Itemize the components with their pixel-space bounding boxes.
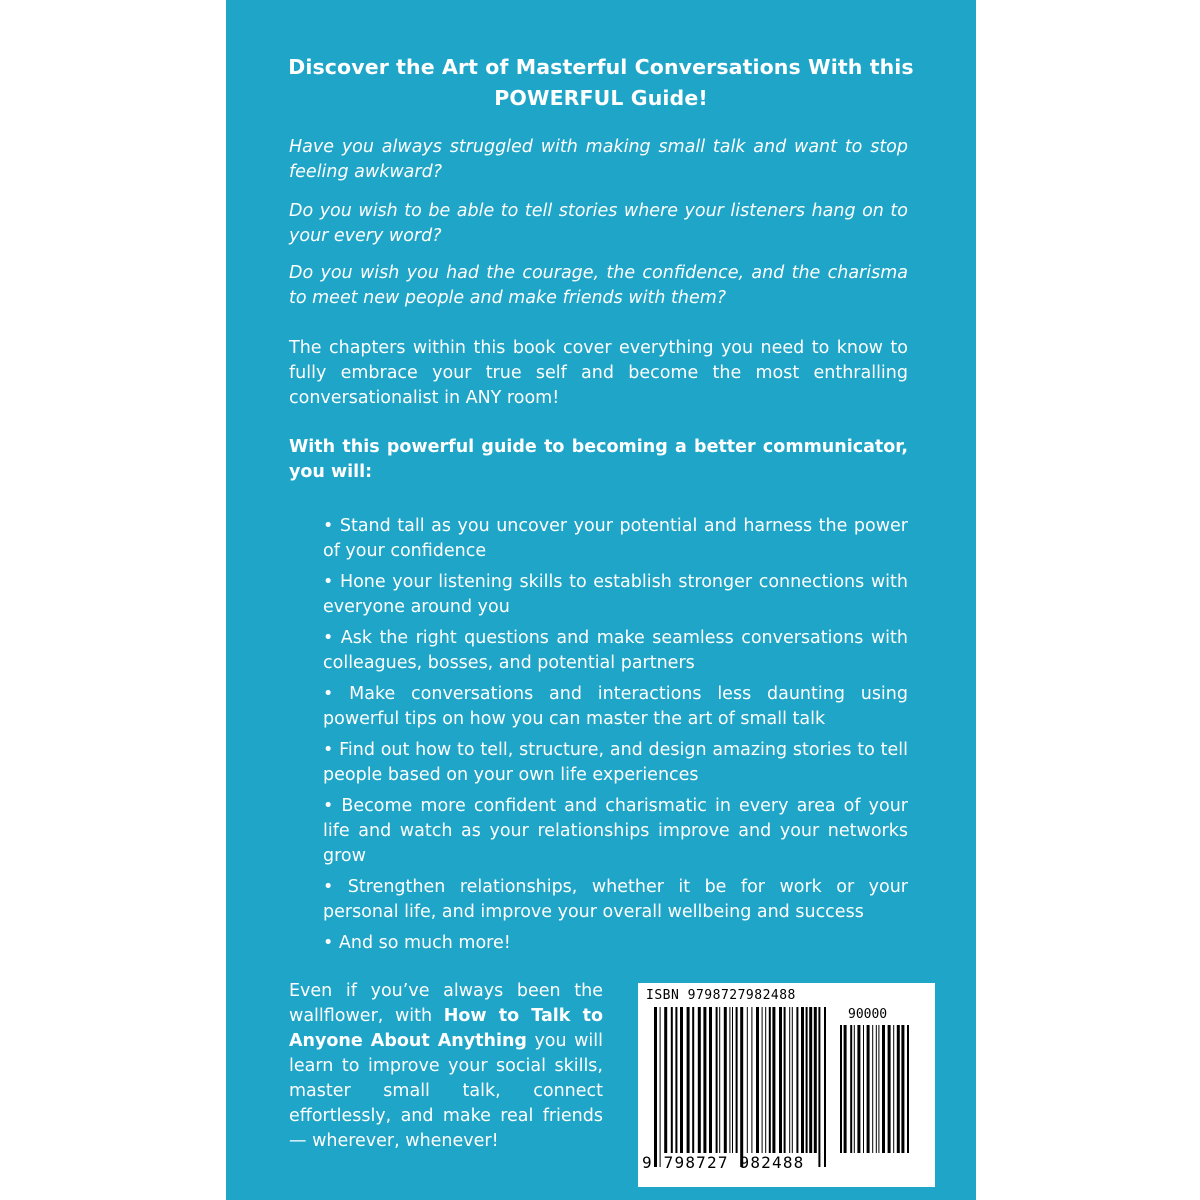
- barcode-bar: [664, 1007, 667, 1153]
- price-barcode: [838, 1025, 912, 1167]
- benefit-item: • Become more confident and charismatic in every area of your life and watch as your relationships improve and your networks grow: [323, 796, 908, 866]
- barcode-bar: [863, 1025, 864, 1153]
- barcode-bar: [772, 1007, 775, 1153]
- barcode-bar: [876, 1025, 877, 1153]
- benefit-item: • Stand tall as you uncover your potential and harness the power of your confidence: [323, 516, 908, 561]
- barcode-bar: [806, 1007, 808, 1153]
- barcode-bar: [893, 1025, 894, 1153]
- barcode-bar: [740, 1007, 743, 1167]
- barcode-bar: [867, 1025, 870, 1153]
- barcode-bar: [654, 1007, 657, 1167]
- barcode-bar: [901, 1025, 904, 1153]
- closing-text-start: Even if you’ve always been the wallflower, with: [289, 981, 603, 1026]
- barcode-bar: [857, 1025, 860, 1153]
- question-3: Do you wish you had the courage, the confidence, and the charisma to meet new people and make friends with them?: [289, 263, 908, 308]
- barcode-bar: [765, 1007, 766, 1153]
- barcode-bar: [792, 1007, 793, 1153]
- barcode-bar: [854, 1025, 855, 1153]
- barcode-bar: [814, 1007, 817, 1153]
- price-code: 90000: [848, 1007, 888, 1022]
- barcode-bar: [907, 1025, 909, 1153]
- closing-text-end: you will learn to improve your social skills, master small talk, connect effortlessly, and make real friends — wherever, whenever!: [289, 1031, 603, 1151]
- barcode-bar: [789, 1007, 790, 1153]
- closing-paragraph: [289, 979, 603, 1154]
- barcode-bar: [692, 1007, 694, 1153]
- barcode-bar: [818, 1007, 820, 1167]
- barcode-bar: [872, 1025, 873, 1153]
- barcode-bar: [756, 1007, 759, 1153]
- back-cover: [226, 0, 976, 1200]
- barcode-bar: [719, 1007, 720, 1153]
- isbn-barcode: [652, 1007, 828, 1167]
- benefit-item: • Ask the right questions and make seamless conversations with colleagues, bosses, and potential partners: [323, 628, 908, 673]
- barcode-bar: [824, 1007, 826, 1167]
- barcode-bar: [687, 1007, 690, 1153]
- barcode-bar: [751, 1007, 752, 1153]
- barcode-bar: [784, 1007, 786, 1153]
- barcode-bar: [675, 1007, 677, 1153]
- barcode-bar: [660, 1007, 661, 1167]
- heading-line-1: Discover the Art of Masterful Conversations With this: [288, 55, 914, 79]
- benefit-item: • And so much more!: [323, 933, 511, 953]
- barcode-bar: [716, 1007, 718, 1153]
- barcode-bar: [698, 1007, 701, 1153]
- barcode-bar: [796, 1007, 798, 1153]
- isbn-label: ISBN 9798727982488: [646, 988, 796, 1003]
- barcode-bar: [703, 1007, 706, 1153]
- book-title: How to Talk to Anyone About Anything: [289, 1006, 603, 1051]
- barcode-bar: [732, 1007, 733, 1153]
- barcode-bar: [878, 1025, 879, 1153]
- barcode-bar: [769, 1007, 771, 1153]
- question-1: Have you always struggled with making small talk and want to stop feeling awkward?: [289, 137, 908, 182]
- heading: [226, 52, 976, 114]
- benefit-item: • Find out how to tell, structure, and design amazing stories to tell people based on your own life experiences: [323, 740, 908, 785]
- benefit-item: • Hone your listening skills to establish stronger connections with everyone around you: [323, 572, 908, 617]
- chapters-paragraph: The chapters within this book cover everything you need to know to fully embrace your true self and become the most enthralling conversationalist in ANY room!: [289, 338, 908, 408]
- barcode-bar: [729, 1007, 730, 1153]
- benefits-list: [323, 514, 908, 962]
- barcode-bar: [882, 1025, 885, 1153]
- barcode-bar: [840, 1025, 842, 1153]
- barcode-bar: [809, 1007, 812, 1153]
- barcode-bar: [850, 1025, 852, 1153]
- barcode-bar: [680, 1007, 683, 1153]
- barcode-bar: [671, 1007, 673, 1153]
- benefit-item: • Strengthen relationships, whether it be for work or your personal life, and improve your overall wellbeing and success: [323, 877, 908, 922]
- barcode-bar: [724, 1007, 727, 1153]
- barcode-digits: 9 798727 982488: [642, 1153, 805, 1172]
- barcode-bar: [747, 1007, 748, 1153]
- barcode-bar: [762, 1007, 763, 1153]
- barcode-bar: [844, 1025, 847, 1153]
- barcode-box: [638, 983, 935, 1187]
- heading-line-2: POWERFUL Guide!: [494, 86, 708, 110]
- question-2: Do you wish to be able to tell stories where your listeners hang on to your every word?: [289, 201, 908, 246]
- barcode-bar: [801, 1007, 804, 1153]
- barcode-bar: [736, 1007, 738, 1153]
- barcode-bar: [779, 1007, 782, 1153]
- barcode-bar: [888, 1025, 891, 1153]
- barcode-bar: [709, 1007, 712, 1153]
- benefit-item: • Make conversations and interactions less daunting using powerful tips on how you can master the art of small talk: [323, 684, 908, 729]
- guide-intro: With this powerful guide to becoming a better communicator, you will:: [289, 437, 908, 482]
- barcode-bar: [897, 1025, 900, 1153]
